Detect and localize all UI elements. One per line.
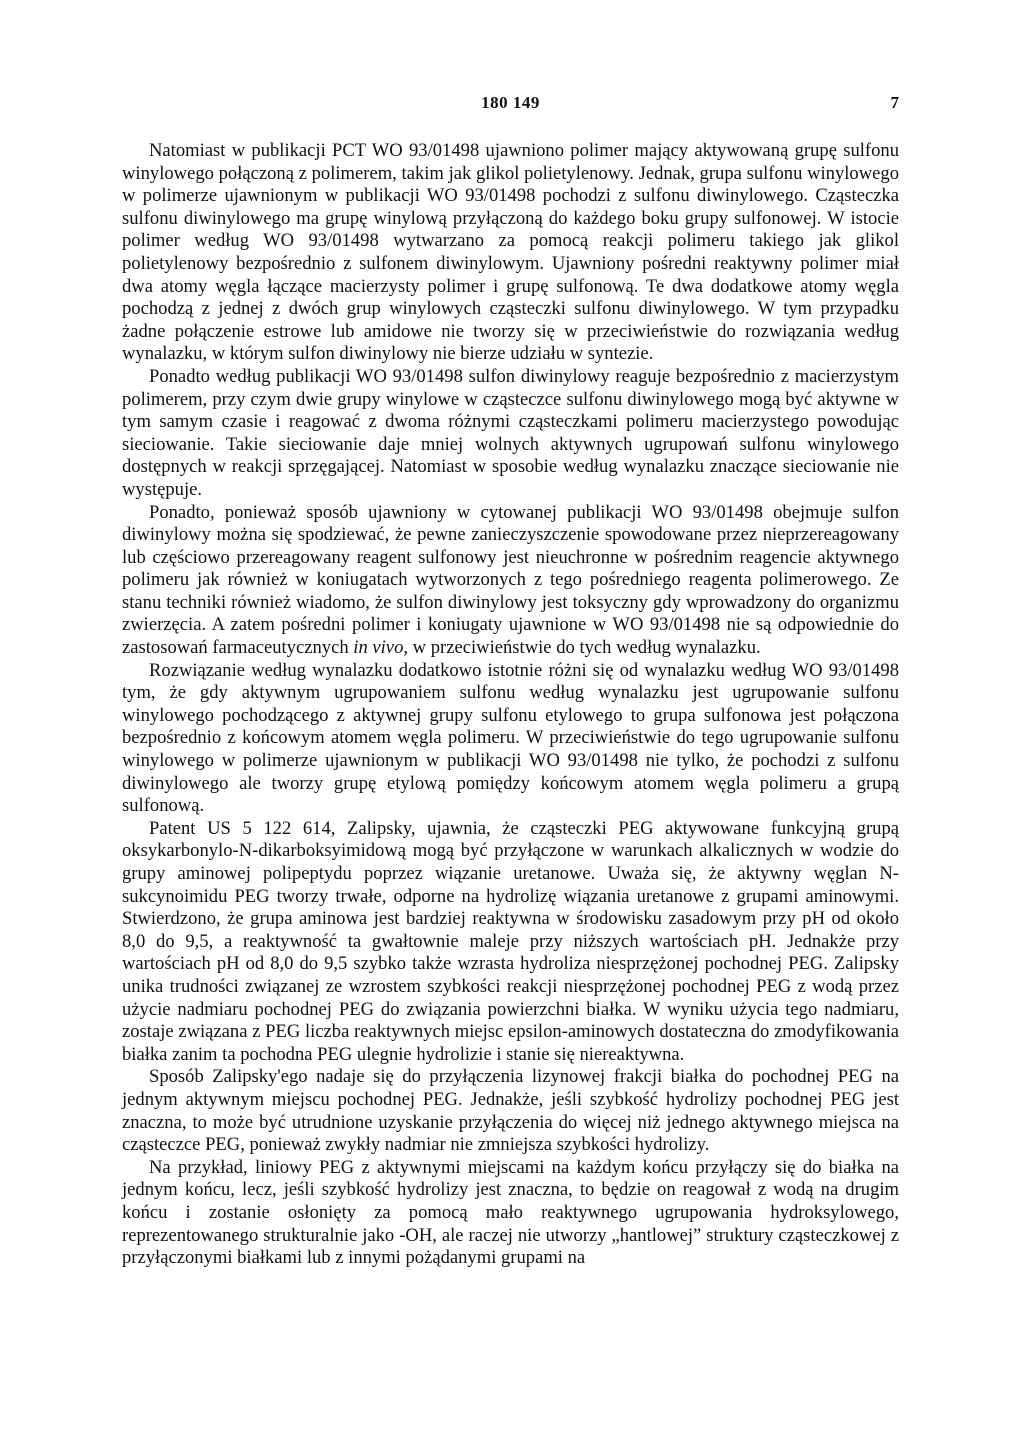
paragraph: Patent US 5 122 614, Zalipsky, ujawnia, że cząsteczki PEG aktywowane funkcyjną grupą oksykarbonylo-N-dikarboksyimidową mogą być przyłączone w warunkach alkalicznych w wodzie do grupy aminowej polipeptydu poprzez wiązanie uretanowe. Uważa się, że aktywny węglan N-sukcynoimidu PEG tworzy trwałe, odporne na hydrolizę wiązania uretanowe z grupami aminowymi. Stwierdzono, że grupa aminowa jest bardziej reaktywna w środowisku zasadowym przy pH od około 8,0 do 9,5, a reaktywność ta gwałtownie maleje przy niższych wartościach pH. Jednakże przy wartościach pH od 8,0 do 9,5 szybko także wzrasta hydroliza niesprzężonej pochodnej PEG. Zalipsky unika trudności związanej ze wzrostem szybkości reakcji niesprzężonej pochodnej PEG z wodą przez użycie nadmiaru pochodnej PEG do związania powierzchni białka. W wyniku użycia tego nadmiaru, zostaje związana z PEG liczba reaktywnych miejsc epsilon-aminowych dostateczna do zmodyfikowania białka zanim ta pochodna PEG ulegnie hydrolizie i stanie się niereaktywna. [122, 817, 899, 1065]
page-number: 7 [890, 93, 899, 112]
patent-number: 180 149 [481, 93, 540, 112]
page-header [122, 93, 899, 119]
paragraph [122, 502, 899, 660]
paragraph: Ponadto według publikacji WO 93/01498 sulfon diwinylowy reaguje bezpośrednio z macierzystym polimerem, przy czym dwie grupy winylowe w cząsteczce sulfonu diwinylowego mogą być aktywne w tym samym czasie i reagować z dwoma różnymi cząsteczkami polimeru macierzystego powodując sieciowanie. Takie sieciowanie daje mniej wolnych aktywnych ugrupowań sulfonu winylowego dostępnych w reakcji sprzęgającej. Natomiast w sposobie według wynalazku znaczące sieciowanie nie występuje. [122, 365, 899, 500]
italic-term: in vivo [353, 637, 404, 659]
paragraph: Rozwiązanie według wynalazku dodatkowo istotnie różni się od wynalazku według WO 93/01498 tym, że gdy aktywnym ugrupowaniem sulfonu według wynalazku jest ugrupowanie sulfonu winylowego pochodzącego z aktywnej grupy sulfonu etylowego to grupa sulfonowa jest połączona bezpośrednio z końcowym atomem węgla polimeru. W przeciwieństwie do tego ugrupowanie sulfonu winylowego w polimerze ujawnionym w publikacji WO 93/01498 nie tylko, że pochodzi z sulfonu diwinylowego ale tworzy grupę etylową pomiędzy końcowym atomem węgla polimeru a grupą sulfonową. [122, 659, 899, 817]
paragraph: Sposób Zalipsky'ego nadaje się do przyłączenia lizynowej frakcji białka do pochodnej PEG na jednym aktywnym miejscu pochodnej PEG. Jednakże, jeśli szybkość hydrolizy pochodnej PEG jest znaczna, to może być utrudnione uzyskanie przyłączenia do więcej niż jednego aktywnego miejsca na cząsteczce PEG, ponieważ zwykły nadmiar nie zmniejsza szybkości hydrolizy. [122, 1066, 899, 1156]
paragraph-text: Ponadto, ponieważ sposób ujawniony w cytowanej publikacji WO 93/01498 obejmuje sulfon diwinylowy można się spodziewać, że pewne zanieczyszczenie spowodowane przez nieprzereagowany lub częściowo przereagowany reagent sulfonowy jest nieuchronne w pośrednim reagencie aktywnego polimeru jak również w koniugatach wytworzonych z tego pośredniego reagenta polimerowego. Ze stanu techniki również wiadomo, że sulfon diwinylowy jest toksyczny gdy wprowadzony do organizmu zwierzęcia. A zatem pośredni polimer i koniugaty ujawnione w WO 93/01498 nie są odpowiednie do zastosowań farmaceutycznych [122, 501, 899, 659]
paragraph-text: , w przeciwieństwie do tych według wynalazku. [403, 637, 761, 659]
paragraph: Natomiast w publikacji PCT WO 93/01498 ujawniono polimer mający aktywowaną grupę sulfonu winylowego połączoną z polimerem, takim jak glikol polietylenowy. Jednak, grupa sulfonu winylowego w polimerze ujawnionym w publikacji WO 93/01498 pochodzi z sulfonu diwinylowego. Cząsteczka sulfonu diwinylowego ma grupę winylową przyłączoną do każdego boku grupy sulfonowej. W istocie polimer według WO 93/01498 wytwarzano za pomocą reakcji polimeru takiego jak glikol polietylenowy bezpośrednio z sulfonem diwinylowym. Ujawniony pośredni reaktywny polimer miał dwa atomy węgla łączące macierzysty polimer i grupę sulfonową. Te dwa dodatkowe atomy węgla pochodzą z jednej z dwóch grup winylowych cząsteczki sulfonu diwinylowego. W tym przypadku żadne połączenie estrowe lub amidowe nie tworzy się w przeciwieństwie do rozwiązania według wynalazku, w którym sulfon diwinylowy nie bierze udziału w syntezie. [122, 140, 899, 365]
paragraph: Na przykład, liniowy PEG z aktywnymi miejscami na każdym końcu przyłączy się do białka na jednym końcu, lecz, jeśli szybkość hydrolizy jest znaczna, to będzie on reagował z wodą na drugim końcu i zostanie osłonięty za pomocą mało reaktywnego ugrupowania hydroksylowego, reprezentowanego strukturalnie jako -OH, ale raczej nie utworzy „hantlowej” struktury cząsteczkowej z przyłączonymi białkami lub z innymi pożądanymi grupami na [122, 1156, 899, 1269]
body-text [122, 140, 899, 1270]
